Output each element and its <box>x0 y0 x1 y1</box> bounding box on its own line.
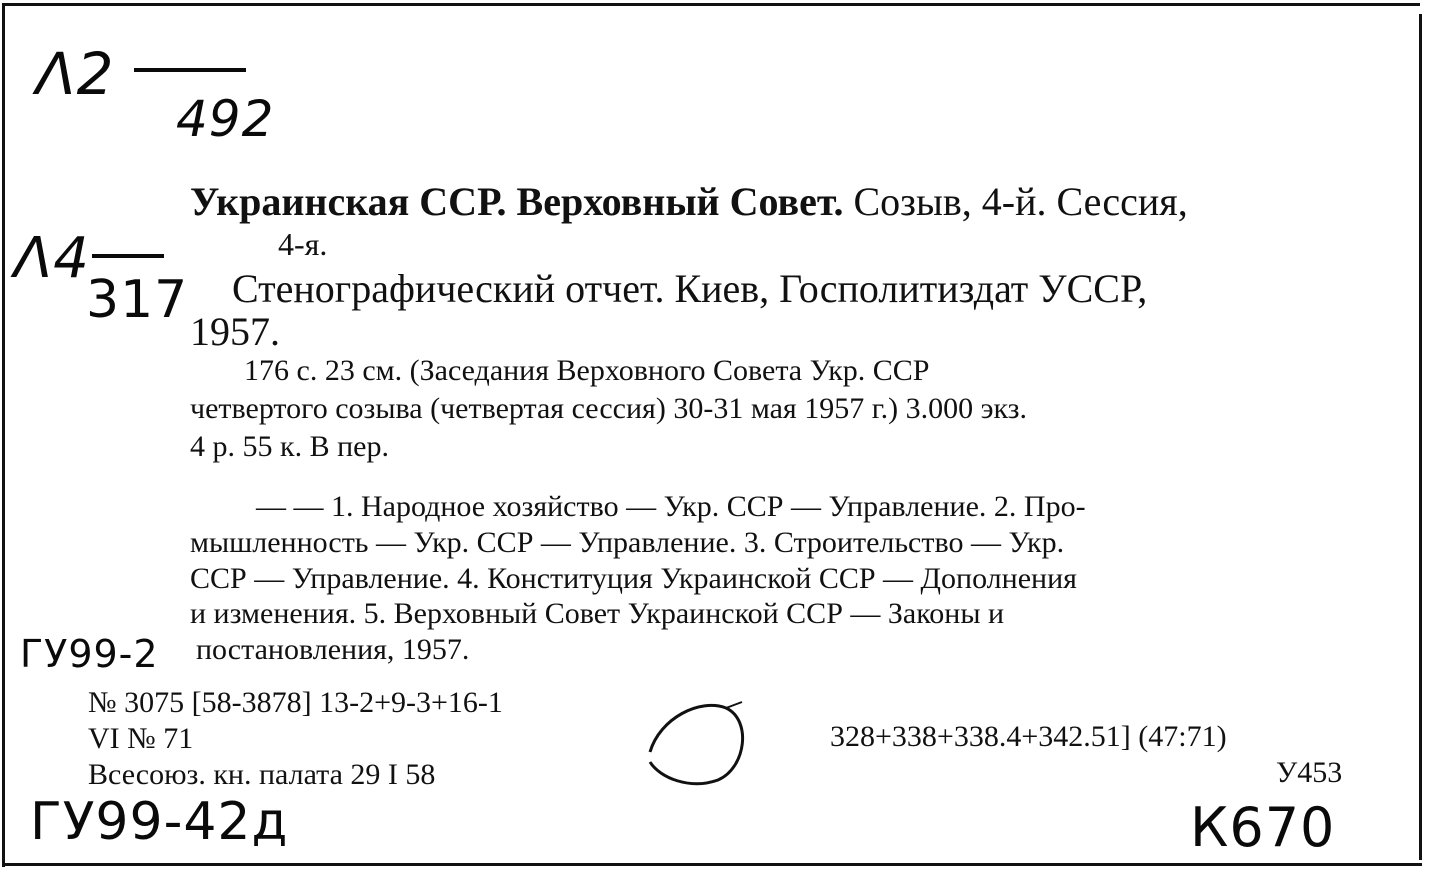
shelf-mark-2-bottom: 317 <box>86 270 189 330</box>
fraction-line-1 <box>134 68 246 72</box>
entry-subject-line-1: — — 1. Народное хозяйство — Укр. ССР — Управление. 2. Про- <box>256 490 1086 523</box>
entry-subject-line-5: постановления, 1957. <box>196 633 470 666</box>
card-border-left <box>2 3 5 867</box>
footer-classification: 328+338+338.4+342.51] (47:71) <box>830 720 1227 753</box>
shelf-mark-1-bottom: 492 <box>176 90 275 148</box>
heading-bold-1: Украинская ССР. <box>190 179 507 224</box>
footer-udc: У453 <box>1276 756 1343 789</box>
handwritten-shelf-mark-1 <box>36 40 275 150</box>
shelf-mark-1-top: Λ2 <box>36 40 115 108</box>
entry-desc-line-3: 4 р. 55 к. В пер. <box>190 430 389 463</box>
heading-rest: Созыв, 4-й. Сессия, <box>853 179 1188 224</box>
entry-subject-line-3: ССР — Управление. 4. Конституция Украинской ССР — Дополнения <box>190 562 1077 595</box>
handwritten-code-3: К670 <box>1190 796 1336 859</box>
entry-heading-line-2: 4-я. <box>278 226 328 262</box>
entry-subject-line-2: мышленность — Укр. ССР — Управление. 3. Строительство — Укр. <box>190 526 1065 559</box>
handwritten-code-2: ГУ99-42д <box>30 792 289 852</box>
entry-heading-line-1 <box>190 178 1188 225</box>
fraction-line-2 <box>92 254 164 258</box>
entry-desc-line-2: четвертого созыва (четвертая сессия) 30-31 мая 1957 г.) 3.000 экз. <box>190 392 1028 425</box>
entry-title-line-1: Стенографический отчет. Киев, Госполитиздат УССР, <box>232 266 1148 311</box>
entry-title-line-2: 1957. <box>190 309 280 354</box>
card-border-right <box>1419 14 1422 860</box>
card-border-top <box>2 3 1420 6</box>
handwritten-code-1: ГУ99-2 <box>20 632 159 676</box>
footer-chamber-line: Всесоюз. кн. палата 29 I 58 <box>88 758 436 791</box>
card-border-bottom <box>2 863 1422 866</box>
handwritten-shelf-mark-2 <box>14 226 194 346</box>
entry-subject-line-4: и изменения. 5. Верховный Совет Украинской ССР — Законы и <box>190 597 1005 630</box>
footer-vi-line: VI № 71 <box>88 722 194 755</box>
entry-desc-line-1: 176 с. 23 см. (Заседания Верховного Совета Укр. ССР <box>244 354 930 387</box>
footer-number-line: № 3075 [58-3878] 13-2+9-3+16-1 <box>88 686 503 719</box>
heading-bold-2: Верховный Совет. <box>516 179 844 224</box>
hand-drawn-loop-mark <box>630 690 760 800</box>
shelf-mark-2-top: Λ4 <box>14 226 90 291</box>
